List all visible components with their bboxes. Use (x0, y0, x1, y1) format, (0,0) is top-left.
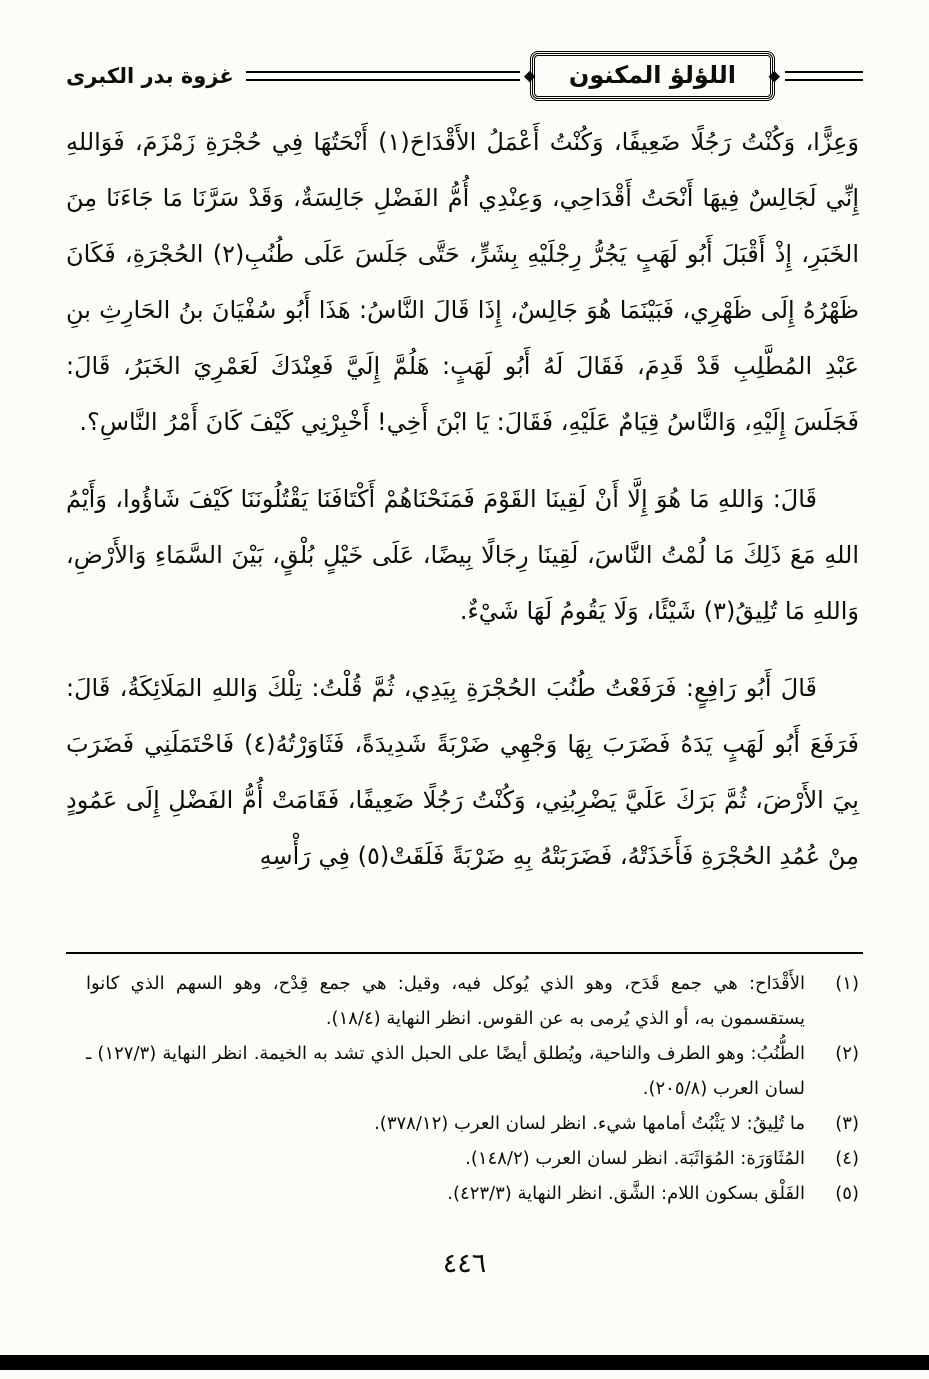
page-header (66, 50, 863, 102)
footnote-separator (66, 952, 863, 954)
page-number: ٤٤٦ (442, 1248, 487, 1279)
body-text (66, 114, 859, 884)
footnote-text: الطُّنُبُ: وهو الطرف والناحية، ويُطلق أيضًا على الحبل الذي تشد به الخيمة. انظر النهاية (١٢٧/٣) ـ لسان العرب (٢٠٥/٨). (86, 1043, 805, 1099)
footnote-number: (١) (835, 973, 859, 994)
body-paragraph: قَالَ أَبُو رَافِعٍ: فَرَفَعْتُ طُنُبَ الحُجْرَةِ بِيَدِي، ثُمَّ قُلْتُ: تِلْكَ وَاللهِ المَلَائِكَةُ، قَالَ: فَرَفَعَ أَبُو لَهَبٍ يَدَهُ فَضَرَبَ بِهَا وَجْهِي ضَرْبَةً شَدِيدَةً، فَثَاوَرْتُهُ(٤) فَاحْتَمَلَنِي فَضَرَبَ بِيَ الأَرْضَ، ثُمَّ بَرَكَ عَلَيَّ يَضْرِبُنِي، وَكُنْتُ رَجُلًا ضَعِيفًا، فَقَامَتْ أُمُّ الفَضْلِ إِلَى عَمُودٍ مِنْ عُمُدِ الحُجْرَةِ فَأَخَذَتْهُ، فَضَرَبَتْهُ بِهِ ضَرْبَةً فَلَقَتْ(٥) فِي رَأْسِهِ (66, 674, 860, 870)
footnote-item (86, 966, 859, 1036)
cartouche-ornament-right-icon: ◆ (768, 66, 781, 85)
cartouche-ornament-left-icon: ◆ (523, 66, 537, 85)
footnote-item (86, 1176, 859, 1211)
book-title-cartouche (523, 53, 781, 100)
footnote-text: المُثَاوَرَة: المُوَاثَبَة. انظر لسان العرب (١٤٨/٢). (465, 1148, 805, 1169)
section-title: غزوة بدر الكبرى (66, 64, 234, 88)
footnote-text: الأَقْدَاح: هي جمع قَدَح، وهو الذي يُوكل فيه، وقيل: هي جمع قِدْح، وهو السهم الذي كانوا يستقسمون به، أو الذي يُرمى به عن القوس. انظر النهاية (١٨/٤). (86, 973, 805, 1029)
footnotes-section (86, 966, 859, 1211)
footnote-text: ما تُلِيقُ: لا يَثْبُتُ أمامها شيء. انظر لسان العرب (٣٧٨/١٢). (374, 1113, 805, 1134)
header-rule-right (785, 71, 863, 81)
footnote-number: (٣) (835, 1113, 859, 1134)
bottom-border-bar (0, 1355, 929, 1370)
book-title: اللؤلؤ المكنون (568, 60, 736, 89)
footnote-text: الفَلْق بسكون اللام: الشَّق. انظر النهاية (٤٢٣/٣). (447, 1183, 805, 1204)
footnote-number: (٥) (835, 1183, 859, 1204)
footnote-number: (٤) (835, 1148, 859, 1169)
header-rule-left (246, 71, 520, 81)
footnote-item (86, 1036, 859, 1106)
footnote-item (86, 1141, 859, 1176)
body-paragraph: قَالَ: وَاللهِ مَا هُوَ إِلَّا أَنْ لَقِينَا القَوْمَ فَمَنَحْنَاهُمْ أَكْتَافَنَا يَقْتُلُونَنَا كَيْفَ شَاؤُوا، وَأَيْمُ اللهِ مَعَ ذَلِكَ مَا لُمْتُ النَّاسَ، لَقِينَا رِجَالًا بِيضًا، عَلَى خَيْلٍ بُلْقٍ، بَيْنَ السَّمَاءِ وَالأَرْضِ، وَاللهِ مَا تُلِيقُ(٣) شَيْئًا، وَلَا يَقُومُ لَهَا شَيْءٌ. (66, 485, 859, 625)
footnote-number: (٢) (835, 1043, 859, 1064)
footnote-item (86, 1106, 859, 1141)
body-paragraph: وَعِزًّا، وَكُنْتُ رَجُلًا ضَعِيفًا، وَكُنْتُ أَعْمَلُ الأَقْدَاحَ(١) أَنْحَتُهَا فِي حُجْرَةِ زَمْزَمَ، فَوَاللهِ إِنِّي لَجَالِسٌ فِيهَا أَنْحَتُ أَقْدَاحِي، وَعِنْدِي أُمُّ الفَضْلِ جَالِسَةٌ، وَقَدْ سَرَّنَا مَا جَاءَنَا مِنَ الخَبَرِ، إِذْ أَقْبَلَ أَبُو لَهَبٍ يَجُرُّ رِجْلَيْهِ بِشَرٍّ، حَتَّى جَلَسَ عَلَى طُنُبِ(٢) الحُجْرَةِ، فَكَانَ ظَهْرُهُ إِلَى ظَهْرِي، فَبَيْنَمَا هُوَ جَالِسٌ، إِذَا قَالَ النَّاسُ: هَذَا أَبُو سُفْيَانَ بنُ الحَارِثِ بنِ عَبْدِ المُطَّلِبِ قَدْ قَدِمَ، فَقَالَ لَهُ أَبُو لَهَبٍ: هَلُمَّ إِلَيَّ فَعِنْدَكَ لَعَمْرِيَ الخَبَرُ، قَالَ: فَجَلَسَ إِلَيْهِ، وَالنَّاسُ قِيَامٌ عَلَيْهِ، فَقَالَ: يَا ابْنَ أَخِي! أَخْبِرْنِي كَيْفَ كَانَ أَمْرُ النَّاسِ؟. (66, 128, 860, 436)
